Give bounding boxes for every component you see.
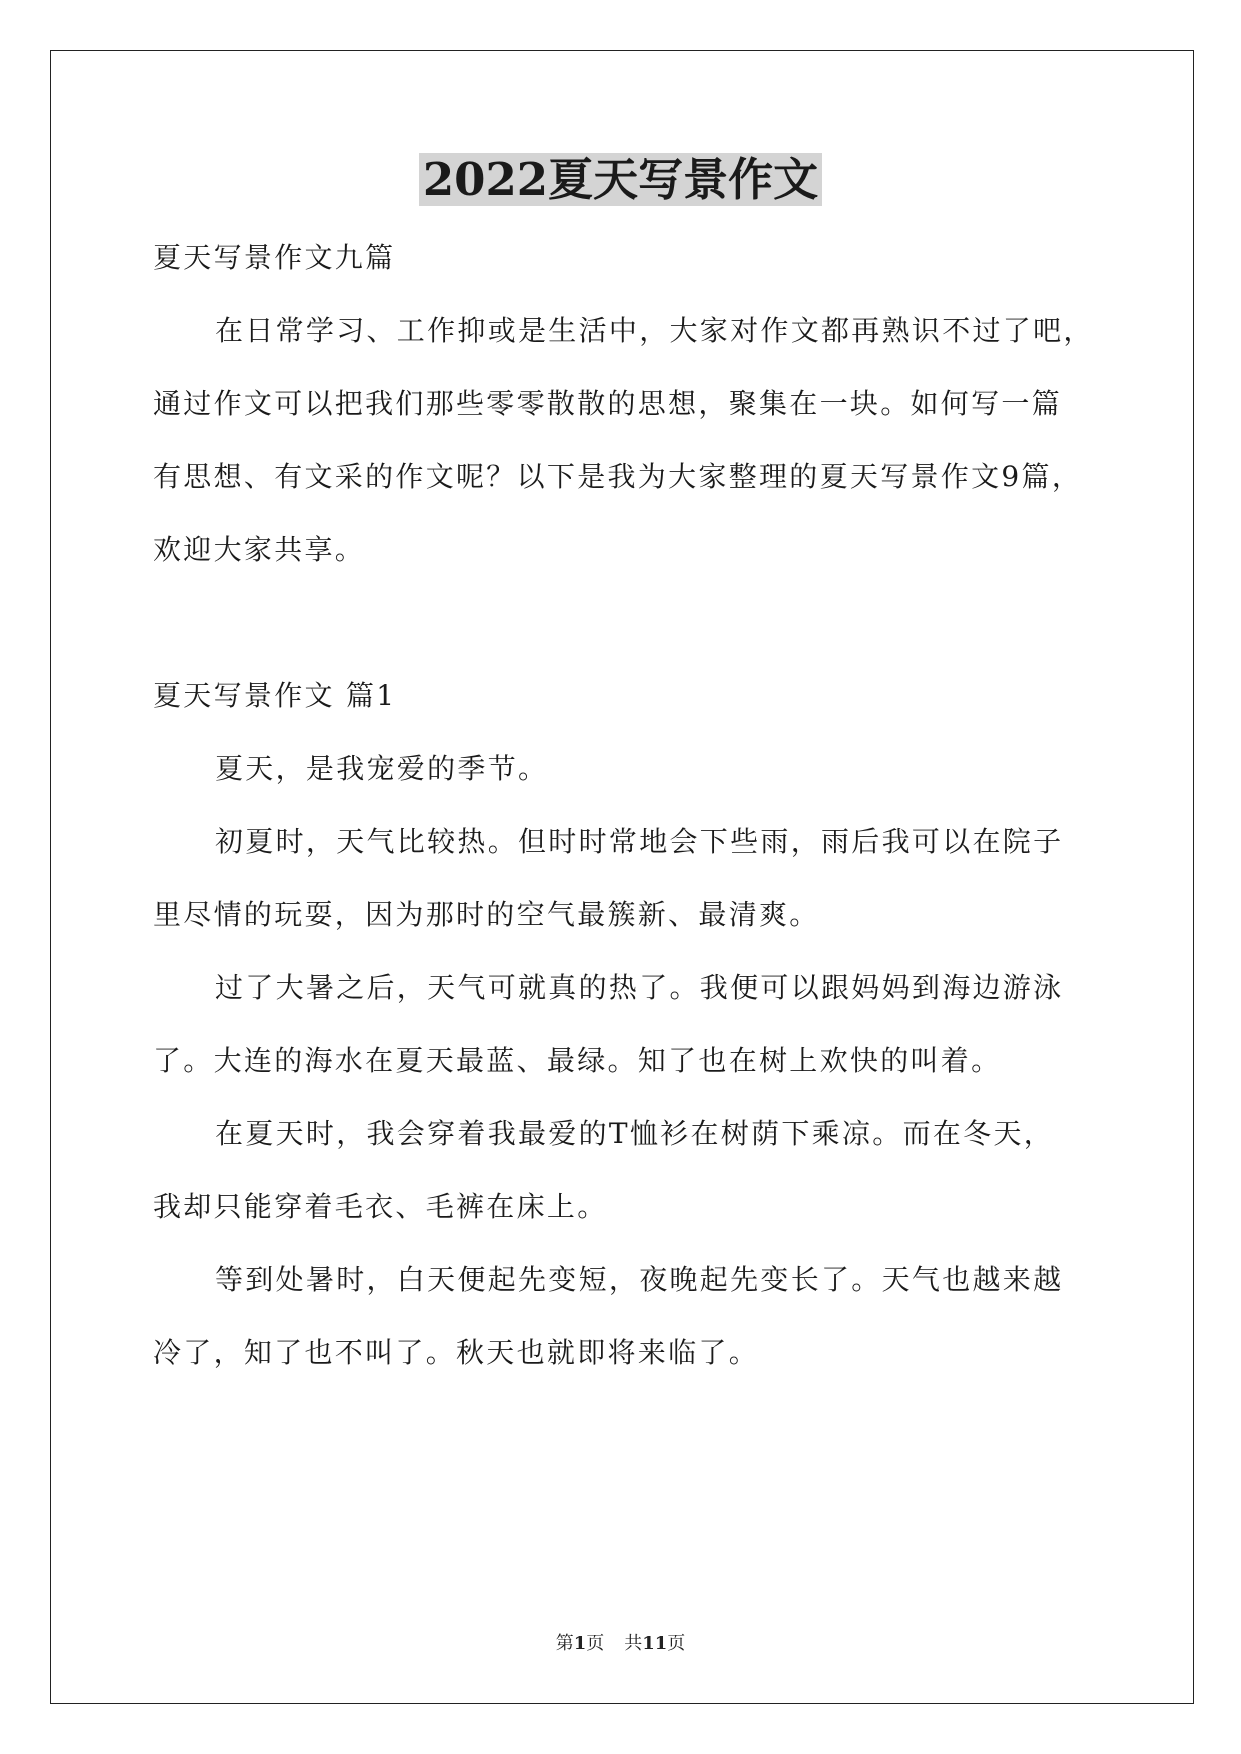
page-prefix: 第 <box>555 1633 574 1654</box>
page-total: 11 <box>642 1633 668 1654</box>
paragraph-line: 通过作文可以把我们那些零零散散的思想，聚集在一块。如何写一篇 <box>153 387 1063 420</box>
page-border <box>50 50 1194 1704</box>
paragraph-line: 了。大连的海水在夏天最蓝、最绿。知了也在树上欢快的叫着。 <box>153 1044 1002 1077</box>
section-heading: 夏天写景作文 篇1 <box>153 679 397 712</box>
paragraph-line: 冷了，知了也不叫了。秋天也就即将来临了。 <box>153 1336 760 1369</box>
total-prefix: 共 <box>624 1633 643 1654</box>
document-title <box>0 148 1241 212</box>
paragraph-line: 初夏时，天气比较热。但时时常地会下些雨，雨后我可以在院子 <box>215 825 1064 858</box>
paragraph-line: 过了大暑之后，天气可就真的热了。我便可以跟妈妈到海边游泳 <box>215 971 1064 1004</box>
paragraph-line: 里尽情的玩耍，因为那时的空气最簇新、最清爽。 <box>153 898 820 931</box>
total-suffix: 页 <box>667 1633 686 1654</box>
page-current: 1 <box>573 1633 587 1654</box>
paragraph-line: 夏天，是我宠爱的季节。 <box>215 752 549 785</box>
paragraph-line: 等到处暑时，白天便起先变短，夜晚起先变长了。天气也越来越 <box>215 1263 1064 1296</box>
paragraph-line: 有思想、有文采的作文呢？以下是我为大家整理的夏天写景作文9篇， <box>153 460 1083 493</box>
paragraph-line: 在日常学习、工作抑或是生活中，大家对作文都再熟识不过了吧， <box>215 314 1094 347</box>
paragraph-line: 欢迎大家共享。 <box>153 533 366 566</box>
page-footer <box>0 1632 1241 1656</box>
paragraph-line: 在夏天时，我会穿着我最爱的T恤衫在树荫下乘凉。而在冬天， <box>215 1117 1055 1150</box>
page-suffix: 页 <box>586 1633 605 1654</box>
paragraph-line: 我却只能穿着毛衣、毛裤在床上。 <box>153 1190 608 1223</box>
subtitle: 夏天写景作文九篇 <box>153 241 396 274</box>
document-title-text: 2022夏天写景作文 <box>419 153 822 206</box>
